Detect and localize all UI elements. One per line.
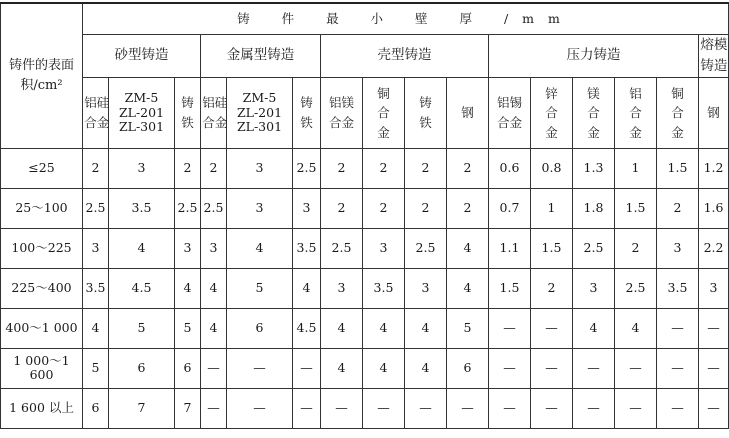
thickness-cell: — (293, 348, 321, 388)
thickness-cell: 1.6 (699, 188, 729, 228)
thickness-cell: 4.5 (293, 308, 321, 348)
group-die-casting: 压力铸造 (489, 35, 699, 78)
table-row (1, 188, 729, 228)
thickness-cell: 2.5 (293, 148, 321, 188)
surface-area-cell: 225～400 (1, 268, 83, 308)
thickness-cell: 4 (321, 308, 363, 348)
material-header-12: 镁合金 (573, 77, 615, 148)
thickness-cell: 4 (201, 308, 227, 348)
thickness-cell: 4 (175, 268, 201, 308)
thickness-cell: 2 (321, 188, 363, 228)
thickness-cell: — (657, 348, 699, 388)
thickness-cell: 2.5 (573, 228, 615, 268)
table-row (1, 268, 729, 308)
thickness-cell: 4 (405, 348, 447, 388)
material-header-5: 铸铁 (293, 77, 321, 148)
thickness-cell: 4 (321, 348, 363, 388)
thickness-cell: 5 (227, 268, 293, 308)
thickness-cell: 1 (531, 188, 573, 228)
thickness-cell: 1.8 (573, 188, 615, 228)
thickness-cell: 3.5 (657, 268, 699, 308)
row-header-cell (1, 3, 83, 148)
material-header-4: ZM-5 ZL-201 ZL-301 (227, 77, 293, 148)
table-row (1, 148, 729, 188)
thickness-cell: 4 (615, 308, 657, 348)
thickness-cell: 3 (109, 148, 175, 188)
thickness-cell: — (405, 388, 447, 428)
surface-area-cell: 100～225 (1, 228, 83, 268)
material-header-8: 铸铁 (405, 77, 447, 148)
thickness-cell: 3 (83, 228, 109, 268)
thickness-cell: 2.5 (175, 188, 201, 228)
thickness-cell: 1.3 (573, 148, 615, 188)
thickness-cell: 3 (293, 188, 321, 228)
thickness-cell: 2 (531, 268, 573, 308)
thickness-cell: — (699, 308, 729, 348)
group-investment-casting: 熔模铸造 (699, 35, 729, 78)
thickness-cell: 5 (175, 308, 201, 348)
thickness-cell: — (227, 388, 293, 428)
thickness-cell: 2 (201, 148, 227, 188)
thickness-cell: — (293, 388, 321, 428)
thickness-cell: 1.5 (615, 188, 657, 228)
thickness-cell: 2 (405, 148, 447, 188)
thickness-cell: 2 (447, 148, 489, 188)
thickness-cell: 4 (227, 228, 293, 268)
thickness-cell: 6 (447, 348, 489, 388)
thickness-cell: 3 (363, 228, 405, 268)
thickness-cell: 1.5 (657, 148, 699, 188)
thickness-cell: 6 (175, 348, 201, 388)
thickness-cell: 4 (447, 228, 489, 268)
thickness-cell: 4 (293, 268, 321, 308)
thickness-cell: — (363, 388, 405, 428)
material-header-15: 钢 (699, 77, 729, 148)
thickness-cell: 3.5 (293, 228, 321, 268)
thickness-cell: — (321, 388, 363, 428)
thickness-cell: 4 (363, 308, 405, 348)
thickness-cell: 2.5 (321, 228, 363, 268)
thickness-cell: 4 (363, 348, 405, 388)
thickness-cell: 2 (447, 188, 489, 228)
thickness-cell: 4 (405, 308, 447, 348)
thickness-cell: 1.5 (489, 268, 531, 308)
thickness-cell: 0.7 (489, 188, 531, 228)
group-shell-mold-casting: 壳型铸造 (321, 35, 489, 78)
material-header-14: 铜合金 (657, 77, 699, 148)
thickness-cell: 2.5 (615, 268, 657, 308)
table-row (1, 348, 729, 388)
thickness-cell: — (489, 308, 531, 348)
thickness-cell: — (615, 388, 657, 428)
thickness-cell: 6 (83, 388, 109, 428)
thickness-cell: — (573, 348, 615, 388)
thickness-cell: 3 (573, 268, 615, 308)
thickness-cell: 4 (109, 228, 175, 268)
thickness-cell: — (615, 348, 657, 388)
thickness-cell: — (489, 348, 531, 388)
group-metal-mold-casting: 金属型铸造 (201, 35, 321, 78)
thickness-cell: — (447, 388, 489, 428)
thickness-cell: — (699, 388, 729, 428)
thickness-cell: 2.5 (201, 188, 227, 228)
material-header-13: 铝合金 (615, 77, 657, 148)
thickness-cell: — (573, 388, 615, 428)
material-header-0: 铝硅合金 (83, 77, 109, 148)
thickness-cell: 3 (227, 148, 293, 188)
thickness-cell: 2 (175, 148, 201, 188)
thickness-cell: — (531, 308, 573, 348)
thickness-cell: 5 (83, 348, 109, 388)
thickness-cell: 4.5 (109, 268, 175, 308)
material-header-1: ZM-5 ZL-201 ZL-301 (109, 77, 175, 148)
material-header-2: 铸铁 (175, 77, 201, 148)
thickness-cell: 3 (657, 228, 699, 268)
thickness-cell: 6 (227, 308, 293, 348)
thickness-cell: 3 (175, 228, 201, 268)
table-row (1, 228, 729, 268)
thickness-cell: 4 (447, 268, 489, 308)
table-row (1, 388, 729, 428)
min-wall-thickness-table (0, 2, 729, 429)
thickness-cell: 3.5 (363, 268, 405, 308)
thickness-cell: 7 (109, 388, 175, 428)
thickness-cell: 3 (227, 188, 293, 228)
thickness-cell: — (657, 388, 699, 428)
group-sand-casting: 砂型铸造 (83, 35, 201, 78)
thickness-cell: 2 (363, 188, 405, 228)
surface-area-cell: 1 000～1 600 (1, 348, 83, 388)
thickness-cell: 2.5 (405, 228, 447, 268)
thickness-cell: 3 (405, 268, 447, 308)
material-header-9: 钢 (447, 77, 489, 148)
thickness-cell: — (699, 348, 729, 388)
material-header-6: 铝镁合金 (321, 77, 363, 148)
material-header-10: 铝锡合金 (489, 77, 531, 148)
table-row (1, 308, 729, 348)
thickness-cell: 3.5 (83, 268, 109, 308)
surface-area-cell: ≤25 (1, 148, 83, 188)
thickness-cell: — (201, 348, 227, 388)
thickness-cell: 6 (109, 348, 175, 388)
thickness-cell: 1.2 (699, 148, 729, 188)
thickness-cell: 3 (201, 228, 227, 268)
material-header-11: 锌合金 (531, 77, 573, 148)
thickness-cell: 2 (321, 148, 363, 188)
surface-area-cell: 400～1 000 (1, 308, 83, 348)
thickness-cell: 2 (615, 228, 657, 268)
thickness-cell: 1 (615, 148, 657, 188)
thickness-cell: — (657, 308, 699, 348)
thickness-cell: — (227, 348, 293, 388)
thickness-cell: 2 (363, 148, 405, 188)
surface-area-cell: 25～100 (1, 188, 83, 228)
thickness-cell: 2 (83, 148, 109, 188)
thickness-cell: 3.5 (109, 188, 175, 228)
thickness-cell: 2.2 (699, 228, 729, 268)
material-header-3: 铝硅合金 (201, 77, 227, 148)
material-header-7: 铜合金 (363, 77, 405, 148)
thickness-cell: — (201, 388, 227, 428)
thickness-cell: — (531, 348, 573, 388)
thickness-cell: 0.6 (489, 148, 531, 188)
thickness-cell: 1.5 (531, 228, 573, 268)
thickness-cell: 2 (657, 188, 699, 228)
thickness-cell: — (489, 388, 531, 428)
thickness-cell: — (531, 388, 573, 428)
surface-area-cell: 1 600 以上 (1, 388, 83, 428)
thickness-cell: 5 (447, 308, 489, 348)
thickness-cell: 7 (175, 388, 201, 428)
thickness-cell: 2.5 (83, 188, 109, 228)
thickness-cell: 1.1 (489, 228, 531, 268)
thickness-cell: 2 (405, 188, 447, 228)
thickness-cell: 3 (699, 268, 729, 308)
thickness-cell: 4 (573, 308, 615, 348)
thickness-cell: 4 (83, 308, 109, 348)
thickness-cell: 3 (321, 268, 363, 308)
table-title: 铸 件 最 小 壁 厚 /mm (83, 3, 729, 35)
row-header-label: 铸件的表面积/cm² (8, 58, 74, 93)
thickness-cell: 0.8 (531, 148, 573, 188)
thickness-cell: 4 (201, 268, 227, 308)
thickness-cell: 5 (109, 308, 175, 348)
